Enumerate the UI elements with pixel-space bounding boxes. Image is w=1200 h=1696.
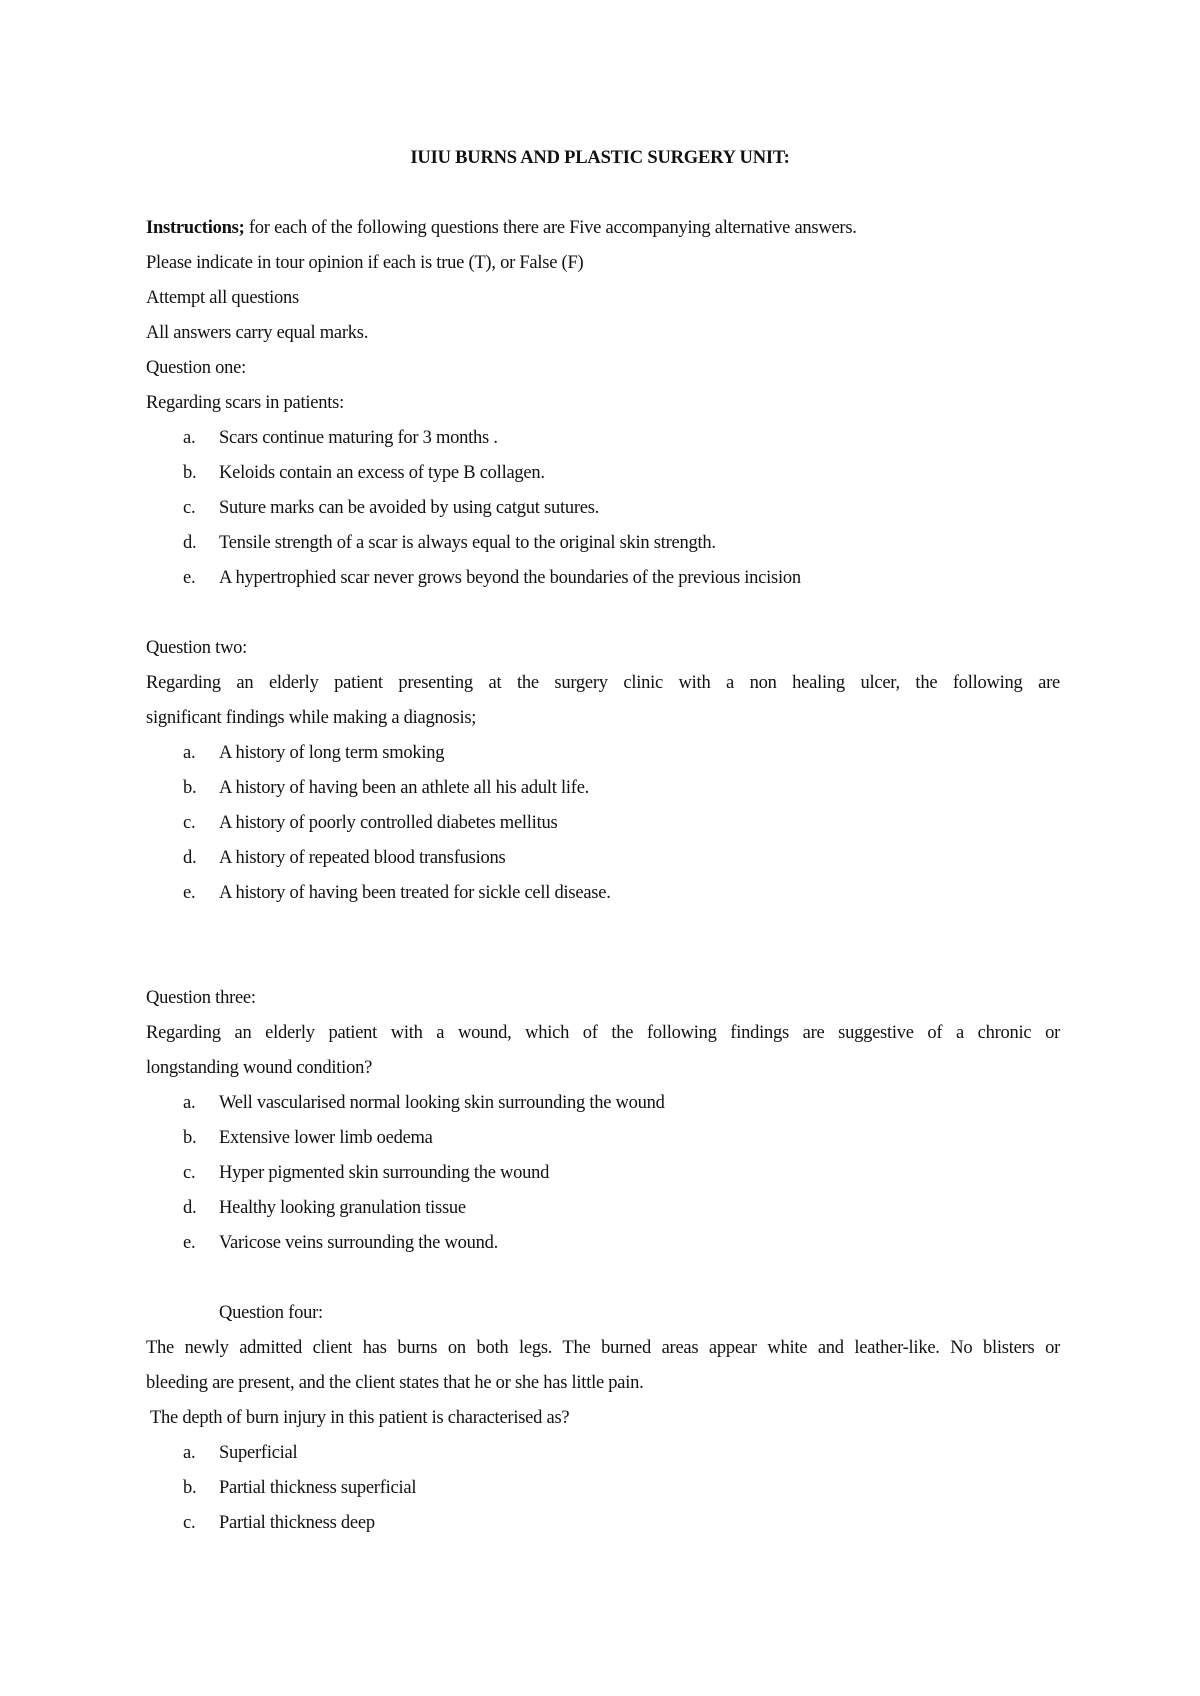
option-text: Healthy looking granulation tissue — [219, 1198, 466, 1218]
option-letter: e. — [183, 568, 196, 588]
instructions-line-2: Please indicate in tour opinion if each is true (T), or False (F) — [146, 253, 584, 273]
option-text: A history of long term smoking — [219, 743, 445, 763]
option-letter: a. — [183, 1093, 196, 1113]
question-four-stem-line-1: The newly admitted client has burns on both legs. The burned areas appear white and leather-like. No blisters or — [146, 1338, 1060, 1358]
option-letter: c. — [183, 813, 196, 833]
option-letter: b. — [183, 1478, 197, 1498]
question-three-option-d — [146, 1191, 1060, 1226]
option-text: A history of repeated blood transfusions — [219, 848, 506, 868]
option-text: Partial thickness superficial — [219, 1478, 417, 1498]
option-letter: b. — [183, 1128, 197, 1148]
question-four-option-a — [146, 1436, 1060, 1471]
option-text: Partial thickness deep — [219, 1513, 375, 1533]
option-letter: b. — [183, 778, 197, 798]
document-body — [146, 211, 1060, 1541]
question-one-heading: Question one: — [146, 358, 247, 378]
option-letter: b. — [183, 463, 197, 483]
question-two-option-c — [146, 806, 1060, 841]
question-one-option-a — [146, 421, 1060, 456]
option-text: Keloids contain an excess of type B collagen. — [219, 463, 545, 483]
question-two-option-b — [146, 771, 1060, 806]
option-text: A history of having been treated for sickle cell disease. — [219, 883, 611, 903]
option-letter: c. — [183, 1513, 196, 1533]
instructions-label: Instructions; — [146, 218, 245, 238]
option-letter: d. — [183, 533, 197, 553]
question-three-stem-line-1: Regarding an elderly patient with a wound, which of the following findings are suggestive of a chronic or — [146, 1023, 1060, 1043]
option-letter: a. — [183, 743, 196, 763]
option-text: Superficial — [219, 1443, 298, 1463]
option-text: Tensile strength of a scar is always equal to the original skin strength. — [219, 533, 716, 553]
question-two-option-a — [146, 736, 1060, 771]
option-text: A history of having been an athlete all his adult life. — [219, 778, 590, 798]
question-two-stem-line-1: Regarding an elderly patient presenting at the surgery clinic with a non healing ulcer, the following are — [146, 673, 1060, 693]
option-text: Well vascularised normal looking skin surrounding the wound — [219, 1093, 665, 1113]
question-four-stem-line-3: The depth of burn injury in this patient is characterised as? — [150, 1408, 570, 1428]
option-text: Scars continue maturing for 3 months . — [219, 428, 498, 448]
question-four-option-b — [146, 1471, 1060, 1506]
option-text: Varicose veins surrounding the wound. — [219, 1233, 498, 1253]
option-letter: c. — [183, 498, 196, 518]
instructions-line — [146, 211, 1060, 246]
question-two-option-e — [146, 876, 1060, 911]
question-three-option-b — [146, 1121, 1060, 1156]
option-letter: d. — [183, 848, 197, 868]
option-letter: c. — [183, 1163, 196, 1183]
question-two-heading: Question two: — [146, 638, 248, 658]
option-text: A hypertrophied scar never grows beyond the boundaries of the previous incision — [219, 568, 801, 588]
question-four-heading: Question four: — [219, 1303, 323, 1323]
option-letter: a. — [183, 428, 196, 448]
question-two-stem-line-2: significant findings while making a diagnosis; — [146, 708, 477, 728]
question-three-stem-line-2: longstanding wound condition? — [146, 1058, 373, 1078]
option-letter: e. — [183, 1233, 196, 1253]
instructions-line-3: Attempt all questions — [146, 288, 300, 308]
spacer — [146, 911, 1060, 981]
option-text: Suture marks can be avoided by using catgut sutures. — [219, 498, 600, 518]
question-one-option-e — [146, 561, 1060, 596]
question-one-stem: Regarding scars in patients: — [146, 393, 344, 413]
question-one-option-b — [146, 456, 1060, 491]
question-two-option-d — [146, 841, 1060, 876]
instructions-line-4: All answers carry equal marks. — [146, 323, 369, 343]
option-letter: e. — [183, 883, 196, 903]
question-three-option-a — [146, 1086, 1060, 1121]
spacer — [146, 596, 1060, 631]
question-three-heading: Question three: — [146, 988, 256, 1008]
spacer — [146, 1261, 1060, 1296]
question-one-option-d — [146, 526, 1060, 561]
question-four-stem-line-2: bleeding are present, and the client states that he or she has little pain. — [146, 1373, 644, 1393]
option-text: A history of poorly controlled diabetes mellitus — [219, 813, 558, 833]
question-three-option-c — [146, 1156, 1060, 1191]
question-one-option-c — [146, 491, 1060, 526]
instructions-text: for each of the following questions there are Five accompanying alternative answers. — [244, 218, 857, 238]
option-text: Extensive lower limb oedema — [219, 1128, 433, 1148]
option-letter: d. — [183, 1198, 197, 1218]
question-three-option-e — [146, 1226, 1060, 1261]
option-text: Hyper pigmented skin surrounding the wound — [219, 1163, 550, 1183]
question-four-option-c — [146, 1506, 1060, 1541]
page-title: IUIU BURNS AND PLASTIC SURGERY UNIT: — [410, 148, 790, 168]
option-letter: a. — [183, 1443, 196, 1463]
